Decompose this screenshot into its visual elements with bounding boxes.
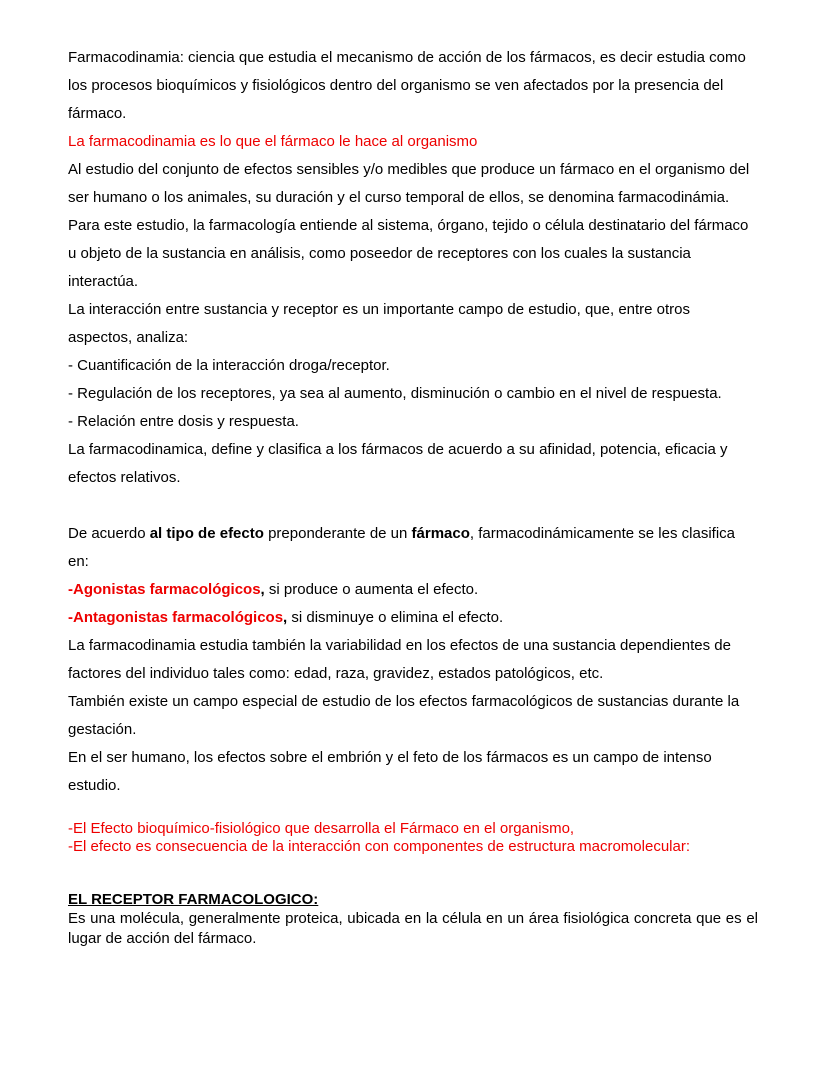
spacer xyxy=(68,800,758,820)
paragraph-effect-type xyxy=(68,520,758,576)
term-description: si disminuye o elimina el efecto. xyxy=(287,609,504,626)
paragraph-variability: La farmacodinamia estudia también la variabilidad en los efectos de una sustancia dependientes de factores del individuo tales como: edad, raza, gravidez, estados patológicos, etc. xyxy=(68,637,731,682)
text-run: preponderante de un xyxy=(263,525,412,542)
paragraph-agonistas xyxy=(68,576,758,604)
paragraph-receptor-definition: Es una molécula, generalmente proteica, ubicada en la célula en un área fisiológica concreta que es el lugar de acción del fármaco. xyxy=(68,909,758,947)
spacer xyxy=(68,492,758,520)
paragraph-antagonistas xyxy=(68,604,758,632)
bold-text: al tipo de efecto xyxy=(149,525,264,542)
red-note-2: -El efecto es consecuencia de la interacción con componentes de estructura macromolecular: xyxy=(68,837,690,855)
section-heading: EL RECEPTOR FARMACOLOGICO: xyxy=(68,891,319,908)
document-page xyxy=(68,44,758,950)
spacer xyxy=(68,855,758,891)
paragraph-farmacodinamia-summary: La farmacodinamia es lo que el fármaco le hace al organismo xyxy=(68,133,478,150)
list-item: - Relación entre dosis y respuesta. xyxy=(68,413,299,430)
list-item: - Cuantificación de la interacción droga/receptor. xyxy=(68,357,390,374)
list-item: - Regulación de los receptores, ya sea al aumento, disminución o cambio en el nivel de respuesta. xyxy=(68,385,722,402)
term-comma: , xyxy=(283,609,288,626)
paragraph-receptors: Para este estudio, la farmacología entiende al sistema, órgano, tejido o célula destinatario del fármaco u objeto de la sustancia en análisis, como poseedor de receptores con los cuales la sustancia interactúa. xyxy=(68,217,749,290)
term-comma: , xyxy=(260,581,265,598)
red-note-1: -El Efecto bioquímico-fisiológico que desarrolla el Fármaco en el organismo, xyxy=(68,820,575,837)
text-run: De acuerdo xyxy=(68,525,150,542)
paragraph-embryo: En el ser humano, los efectos sobre el embrión y el feto de los fármacos es un campo de intenso estudio. xyxy=(68,749,712,794)
bold-text: fármaco xyxy=(411,525,470,542)
paragraph-gestation: También existe un campo especial de estudio de los efectos farmacológicos de sustancias durante la gestación. xyxy=(68,693,740,738)
paragraph-farmacodinamia-definition: Farmacodinamia: ciencia que estudia el mecanismo de acción de los fármacos, es decir estudia como los procesos bioquímicos y fisiológicos dentro del organismo se ven afectados por la presencia del fármaco. xyxy=(68,49,746,122)
term-description: si produce o aumenta el efecto. xyxy=(264,581,479,598)
text-run: , farmacodinámicamente se les clasifica en: xyxy=(68,525,735,570)
paragraph-interaction: La interacción entre sustancia y receptor es un importante campo de estudio, que, entre otros aspectos, analiza: xyxy=(68,301,691,346)
paragraph-classification: La farmacodinamica, define y clasifica a los fármacos de acuerdo a su afinidad, potencia, eficacia y efectos relativos. xyxy=(68,441,728,486)
term-antagonistas: -Antagonistas farmacológicos xyxy=(68,609,284,626)
paragraph-effects-study: Al estudio del conjunto de efectos sensibles y/o medibles que produce un fármaco en el organismo del ser humano o los animales, su duración y el curso temporal de ellos, se denomina farmacodinámia. xyxy=(68,161,750,206)
term-agonistas: -Agonistas farmacológicos xyxy=(68,581,261,598)
